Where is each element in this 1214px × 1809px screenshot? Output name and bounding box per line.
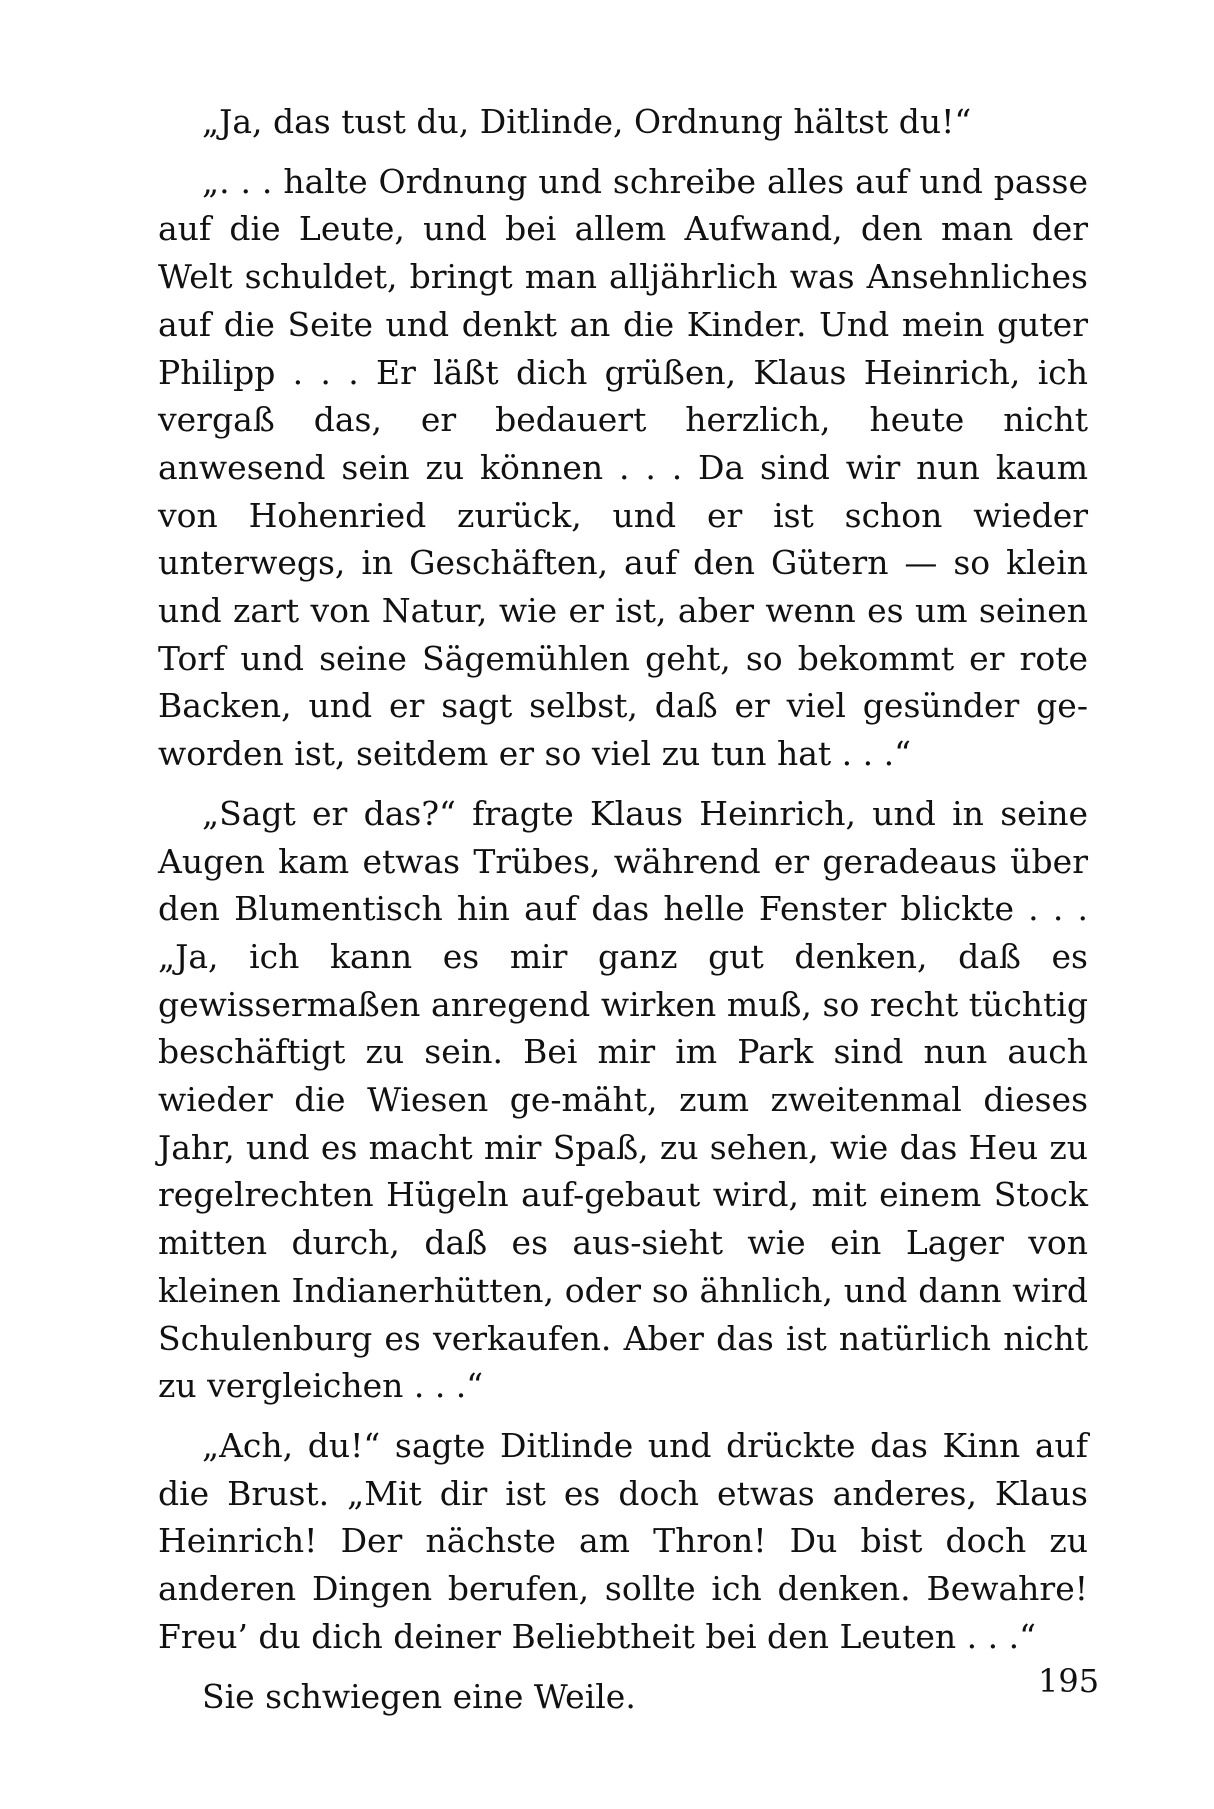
page-number: 195: [1038, 1662, 1100, 1700]
paragraph-1: „Ja, das tust du, Ditlinde, Ordnung hältst du!“: [202, 102, 972, 141]
paragraph-2: „. . . halte Ordnung und schreibe alles auf und passe auf die Leute, und bei allem Aufwand, den man der Welt schuldet, bringt man alljährlich was Ansehnliches auf die Seite und denkt an die Kinder. Und mein guter Philipp . . . Er läßt dich grüßen, Klaus Heinrich, ich vergaß das, er bedauert herzlich, heute nicht anwesend sein zu können . . . Da sind wir nun kaum von Hohenried zurück, und er ist schon wieder unterwegs, in Geschäften, auf den Gütern — so klein und zart von Natur, wie er ist, aber wenn es um seinen Torf und seine Sägemühlen geht, so bekommt er rote Backen, und er sagt selbst, daß er viel gesünder ge-worden ist, seitdem er so viel zu tun hat . . .“: [158, 161, 1088, 774]
paragraph-5: Sie schwiegen eine Weile.: [202, 1676, 636, 1716]
paragraph-4: „Ach, du!“ sagte Ditlinde und drückte das Kinn auf die Brust. „Mit dir ist es doch etwas anderes, Klaus Heinrich! Der nächste am Thron! Du bist doch zu anderen Dingen berufen, sollte ich denken. Bewahre! Freu’ du dich deiner Beliebtheit bei den Leuten . . .“: [158, 1425, 1088, 1656]
paragraph-3: „Sagt er das?“ fragte Klaus Heinrich, und in seine Augen kam etwas Trübes, während er geradeaus über den Blumentisch hin auf das helle Fenster blickte . . . „Ja, ich kann es mir ganz gut denken, daß es gewissermaßen anregend wirken muß, so recht tüchtig beschäftigt zu sein. Bei mir im Park sind nun auch wieder die Wiesen ge-mäht, zum zweitenmal dieses Jahr, und es macht mir Spaß, zu sehen, wie das Heu zu regelrechten Hügeln auf-gebaut wird, mit einem Stock mitten durch, daß es aus-sieht wie ein Lager von kleinen Indianerhütten, oder so ähnlich, und dann wird Schulenburg es verkaufen. Aber das ist natürlich nicht zu vergleichen . . .“: [158, 793, 1088, 1406]
body-text: [158, 98, 1088, 1720]
